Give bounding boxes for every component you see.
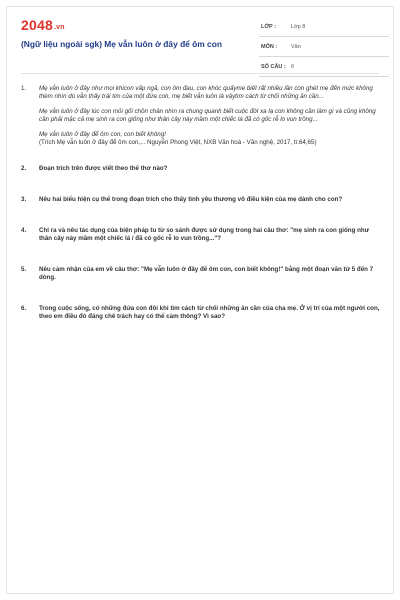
question-list: [21, 85, 381, 321]
excerpt-paragraph: Mẹ vẫn luôn ở đây lúc con mỏi gối chồn chân nhìn ra chung quanh biết cuộc đời xa lạ con không cần làm gì và cũng không cần phải mặc cả mẹ sinh ra con giống như thân cây này mầm một chiếc lá đã có gốc rễ lo vun trồng...: [39, 108, 376, 123]
question-number: 2.: [21, 165, 27, 172]
meta-info: [259, 21, 389, 81]
question-number: 6.: [21, 305, 27, 312]
question-number: 4.: [21, 227, 27, 234]
meta-row-question-count: [259, 61, 389, 77]
meta-value: Văn: [291, 44, 301, 50]
meta-key: LỚP :: [261, 24, 276, 30]
meta-row-class: [259, 21, 389, 37]
excerpt-paragraph: Mẹ vẫn luôn ở đây như mọi khicon vấp ngã, con ôm đau, con khóc quấyme biết rất nhiều lần con ghét mẹ đến mức không thèm nhìn dù vẫn thấy trái tim của một đứa con, mẹ biết vẫn luôn là vậytìm cách từ chối những ăn cần...: [39, 85, 373, 100]
question-number: 1.: [21, 85, 27, 92]
question-3: [21, 196, 381, 204]
meta-key: MÔN :: [261, 44, 278, 50]
excerpt-paragraph: Mẹ vẫn luôn ở đây để ôm con, con biết không!: [39, 131, 166, 138]
question-6: [21, 305, 381, 321]
question-number: 3.: [21, 196, 27, 203]
worksheet-header: [7, 7, 393, 71]
worksheet-page: [6, 6, 394, 594]
question-5: [21, 266, 381, 282]
meta-key: SỐ CÂU :: [261, 64, 286, 70]
meta-row-subject: [259, 41, 389, 57]
logo-main: 2048: [21, 17, 53, 33]
question-text: Đoạn trích trên được viết theo thể thơ nào?: [39, 165, 168, 172]
question-text: Trong cuộc sống, có những đứa con đôi khi tìm cách từ chối những ân cần của cha mẹ. Ở vị trí của một người con, theo em điều đó đáng chê trách hay có thể cảm thông? Vì sao?: [39, 305, 380, 320]
excerpt-source: (Trích Mẹ vẫn luôn ở đây để ôm con,... Nguyễn Phong Việt, NXB Văn hoá - Văn nghệ, 2017, tr.64,65): [39, 139, 317, 146]
question-2: [21, 165, 381, 173]
question-text: Nêu hai biểu hiện cụ thể trong đoạn trích cho thấy tình yêu thương vô điều kiện của mẹ dành cho con?: [39, 196, 343, 203]
question-1: [21, 85, 381, 147]
site-logo[interactable]: [21, 17, 65, 33]
document-title: (Ngữ liệu ngoài sgk) Mẹ vẫn luôn ở đây để ôm con: [21, 39, 222, 49]
header-divider: [21, 73, 379, 74]
question-text: Chỉ ra và nêu tác dụng của biện pháp tu từ so sánh được sử dụng trong hai câu thơ: "mẹ sinh ra con giống như thân cây này mầm một chiếc lá / đã có gốc rễ lo vun trồng..."?: [39, 227, 370, 242]
logo-suffix: .vn: [53, 24, 65, 31]
meta-value: 6: [291, 64, 295, 70]
question-number: 5.: [21, 266, 27, 273]
meta-value: Lớp 8: [291, 24, 306, 30]
question-4: [21, 227, 381, 243]
question-text: Nêu cảm nhận của em về câu thơ: "Mẹ vẫn luôn ở đây để ôm con, con biết không!" bằng một đoạn văn từ 5 đến 7 dòng.: [39, 266, 374, 281]
